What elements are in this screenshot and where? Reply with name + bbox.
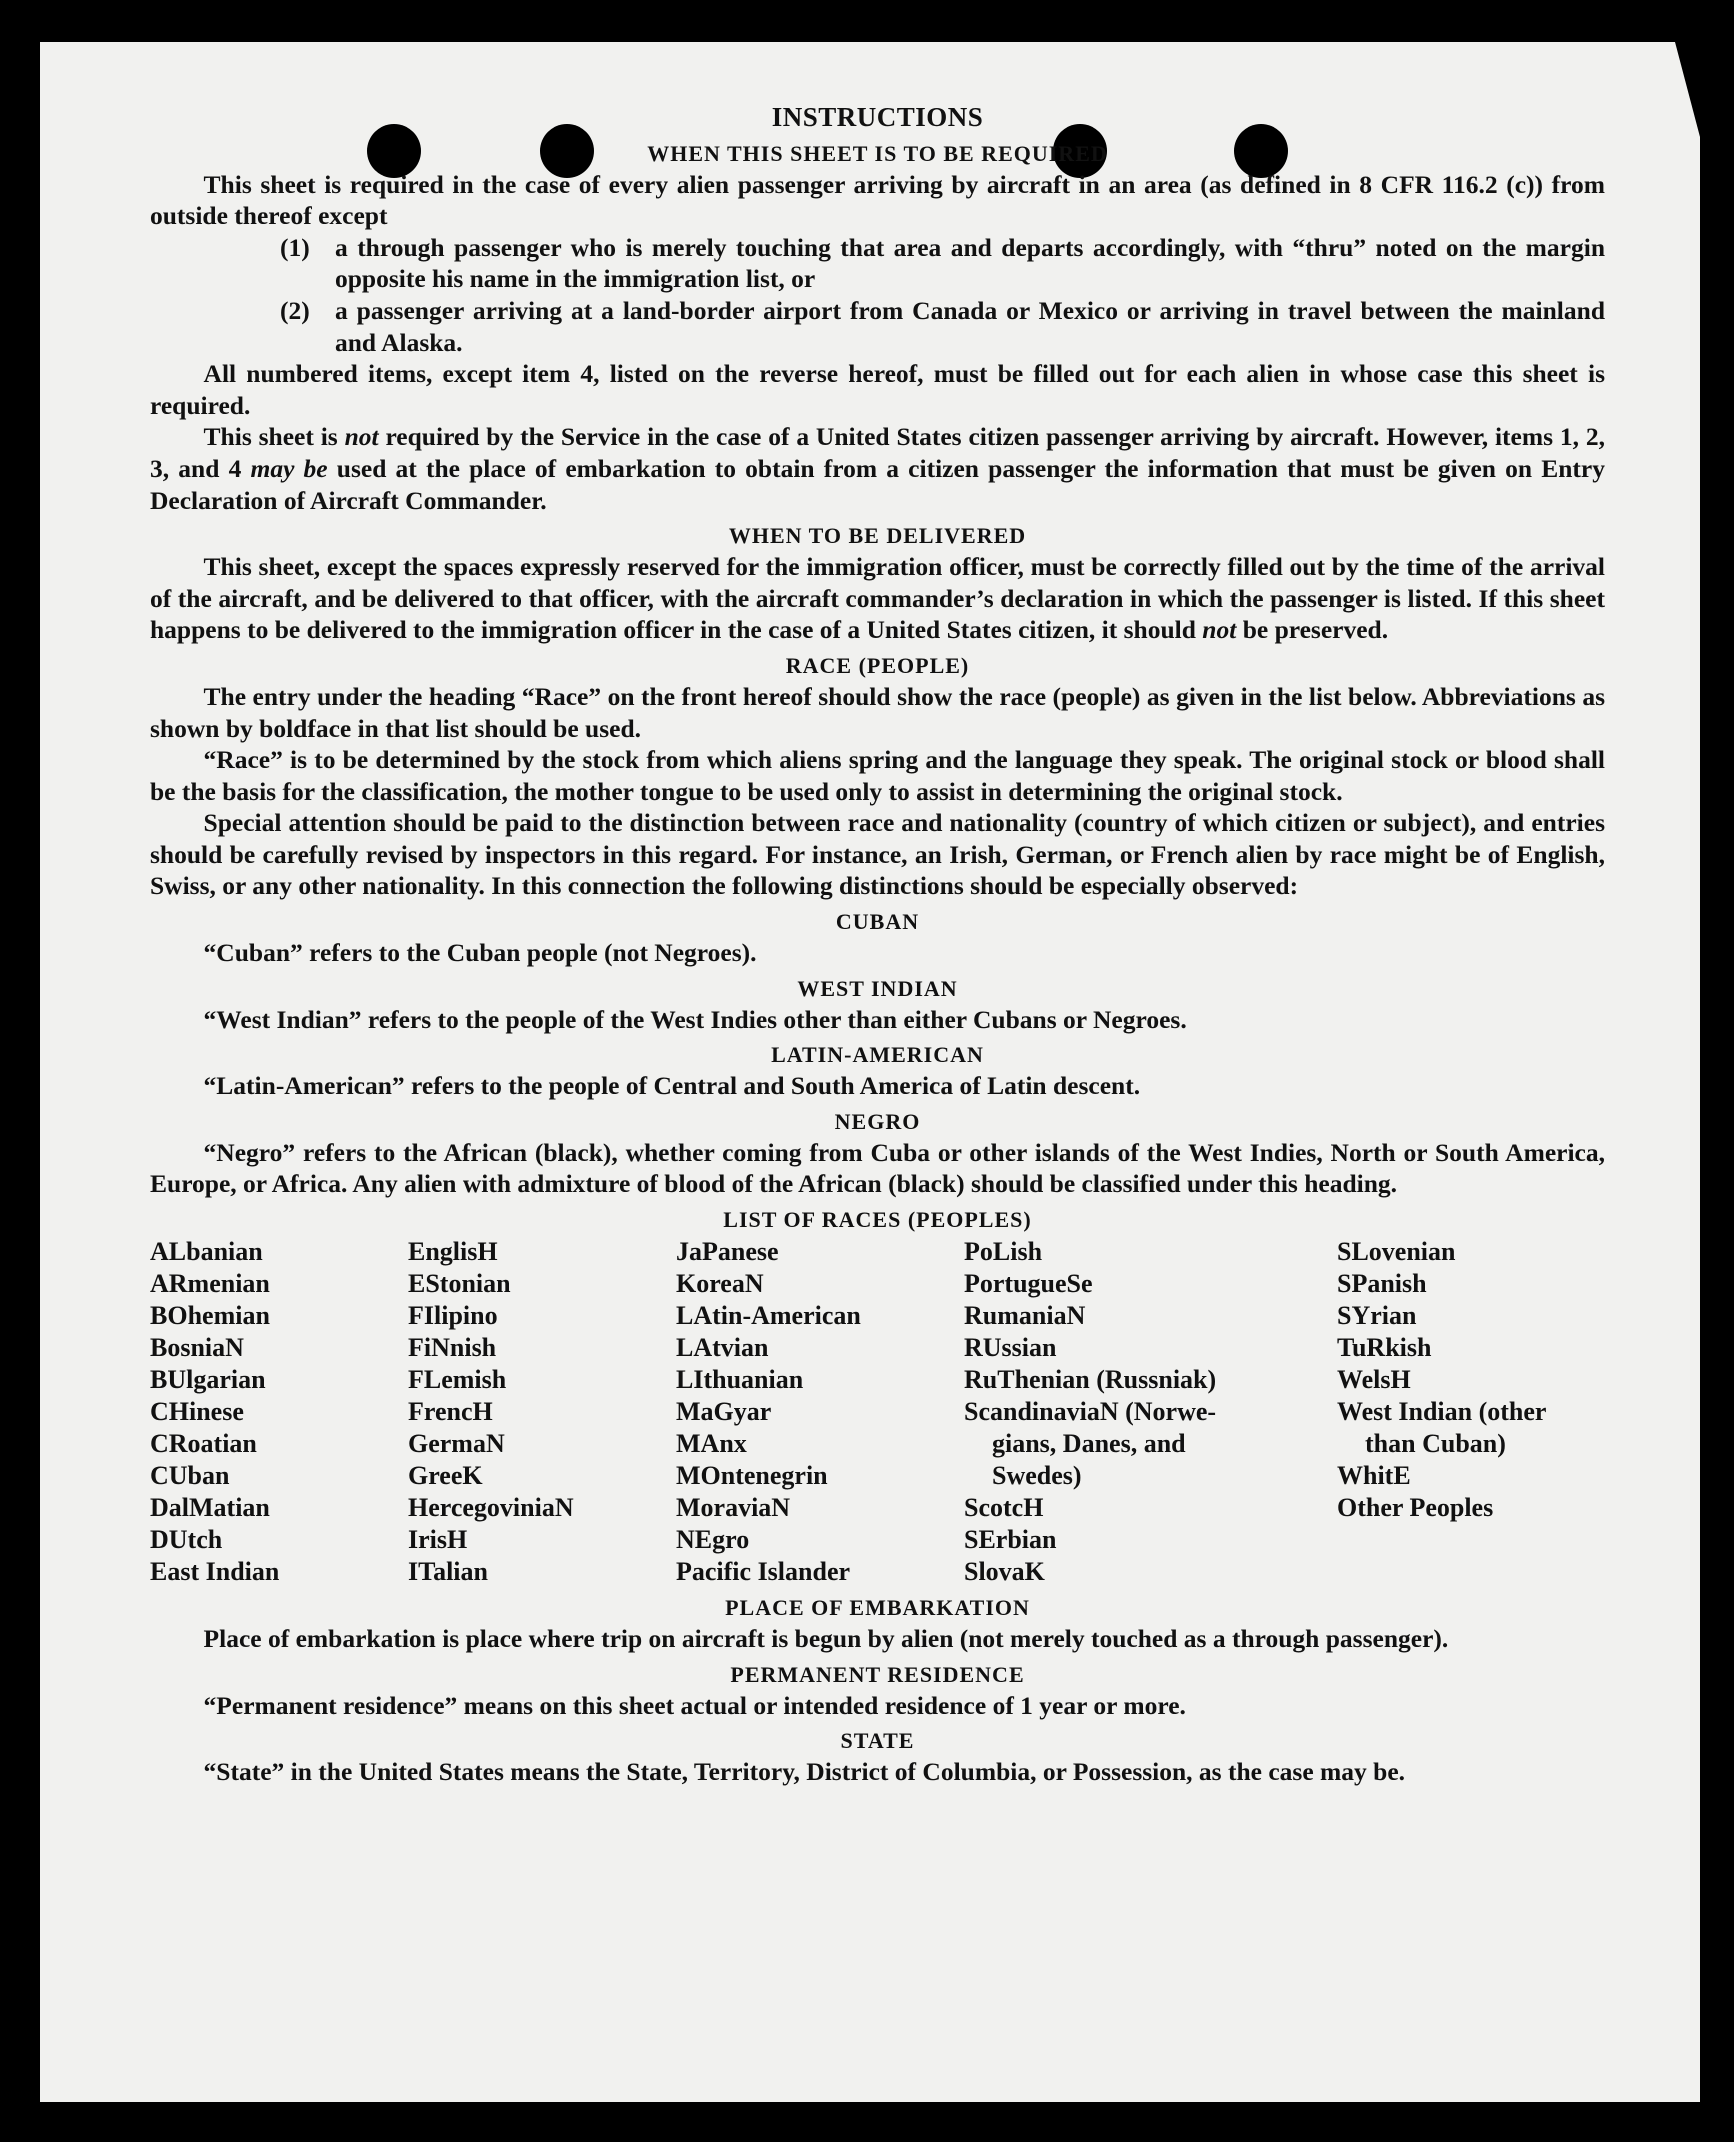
- race-entry: RumaniaN: [964, 1301, 1086, 1331]
- race-entry: West Indian (other: [1337, 1397, 1547, 1427]
- race-entry: RUssian: [964, 1333, 1057, 1363]
- list-text: a passenger arriving at a land-border airport from Canada or Mexico or arriving in travel between the mainland and Alaska.: [335, 295, 1605, 357]
- race-entry: SErbian: [964, 1525, 1057, 1555]
- race-entry: ALbanian: [150, 1237, 263, 1267]
- race-entry: LAtvian: [676, 1333, 769, 1363]
- section-heading-state: STATE: [840, 1728, 915, 1754]
- race-entry: DUtch: [150, 1525, 223, 1555]
- race-column: [1337, 1236, 1605, 1588]
- race-column: [676, 1236, 964, 1588]
- section-heading-race: RACE (PEOPLE): [785, 652, 970, 678]
- list-item: [280, 232, 1605, 295]
- section-heading-embarkation: PLACE OF EMBARKATION: [725, 1595, 1030, 1621]
- section-heading-negro: NEGRO: [834, 1108, 921, 1134]
- paragraph: This sheet is required in the case of every alien passenger arriving by aircraft in an area (as defined in 8 CFR 116.2 (c)) from outside thereof except: [150, 169, 1605, 231]
- race-entry: HercegoviniaN: [408, 1493, 574, 1523]
- race-entry-continued: Swedes): [992, 1461, 1082, 1491]
- race-entry: CHinese: [150, 1397, 244, 1427]
- race-entry: DalMatian: [150, 1493, 270, 1523]
- race-entry: FLemish: [408, 1365, 507, 1395]
- race-entry: ScotcH: [964, 1493, 1044, 1523]
- exception-list: [150, 232, 1605, 358]
- text-run: be preserved.: [1236, 615, 1389, 645]
- section-heading-west-indian: WEST INDIAN: [797, 975, 958, 1001]
- race-entry: PortugueSe: [964, 1269, 1093, 1299]
- text-run: This sheet is: [203, 422, 345, 452]
- race-entry: EStonian: [408, 1269, 511, 1299]
- race-column: [964, 1236, 1337, 1588]
- race-entry: PoLish: [964, 1237, 1043, 1267]
- race-entry: BosniaN: [150, 1333, 244, 1363]
- race-entry: NEgro: [676, 1525, 750, 1555]
- italic-text: not: [1202, 615, 1237, 645]
- paragraph: Special attention should be paid to the distinction between race and nationality (country of which citizen or subject), and entries should be carefully revised by inspectors in this regard. For instance, an Irish, German, or French alien by race might be of English, Swiss, or any other nationality. In this connection the following distinctions should be especially observed:: [150, 808, 1605, 901]
- race-entry: BUlgarian: [150, 1365, 266, 1395]
- list-number: (1): [280, 232, 310, 262]
- section-heading-delivered: WHEN TO BE DELIVERED: [728, 523, 1027, 549]
- instructions-content: [150, 100, 1605, 1788]
- text-run: used at the place of embarkation to obtain from a citizen passenger the information that must be given on Entry Declaration of Aircraft Commander.: [150, 453, 1605, 515]
- race-entry: ITalian: [408, 1557, 488, 1587]
- italic-text: may be: [250, 453, 328, 483]
- race-entry: ScandinaviaN (Norwe-: [964, 1397, 1217, 1427]
- race-entry: SlovaK: [964, 1557, 1045, 1587]
- race-entry: LAtin-American: [676, 1301, 861, 1331]
- race-entry: GreeK: [408, 1461, 483, 1491]
- race-entry: FiNnish: [408, 1333, 497, 1363]
- race-entry: SYrian: [1337, 1301, 1417, 1331]
- paragraph: “Race” is to be determined by the stock from which aliens spring and the language they speak. The original stock or blood shall be the basis for the classification, the mother tongue to be used only to assist in determining the original stock.: [150, 745, 1605, 806]
- section-heading-list-of-races: LIST OF RACES (PEOPLES): [723, 1207, 1032, 1233]
- race-entry: MoraviaN: [676, 1493, 791, 1523]
- race-entry: SPanish: [1337, 1269, 1427, 1299]
- race-entry: CUban: [150, 1461, 230, 1491]
- race-entry: East Indian: [150, 1557, 280, 1587]
- race-entry: MOntenegrin: [676, 1461, 828, 1491]
- race-entry: KoreaN: [676, 1269, 764, 1299]
- race-entry: IrisH: [408, 1525, 468, 1555]
- race-entry: JaPanese: [676, 1237, 779, 1267]
- paragraph: [150, 421, 1605, 516]
- race-entry-continued: gians, Danes, and: [992, 1429, 1186, 1459]
- race-entry: Pacific Islander: [676, 1557, 851, 1587]
- section-heading-latin-american: LATIN-AMERICAN: [771, 1042, 984, 1068]
- race-entry: RuThenian (Russniak): [964, 1365, 1217, 1395]
- page-title: INSTRUCTIONS: [771, 102, 984, 132]
- race-entry: WelsH: [1337, 1365, 1411, 1395]
- text-run: required by the Service in the case of a United States citizen passenger arriving by aircraft. However, items 1, 2, 3, and 4: [150, 422, 1605, 483]
- race-entry: MAnx: [676, 1429, 747, 1459]
- paragraph: “Latin-American” refers to the people of Central and South America of Latin descent.: [203, 1071, 1141, 1101]
- race-entry: MaGyar: [676, 1397, 772, 1427]
- race-entry: LIthuanian: [676, 1365, 804, 1395]
- paragraph: Place of embarkation is place where trip on aircraft is begun by alien (not merely touched as a through passenger).: [203, 1624, 1449, 1654]
- race-entry: Other Peoples: [1337, 1493, 1494, 1523]
- race-column: [408, 1236, 676, 1588]
- race-entry: TuRkish: [1337, 1333, 1432, 1363]
- paragraph: “Negro” refers to the African (black), whether coming from Cuba or other islands of the West Indies, North or South America, Europe, or Africa. Any alien with admixture of blood of the African (black) should be classified under this heading.: [150, 1137, 1605, 1199]
- paragraph: “Permanent residence” means on this sheet actual or intended residence of 1 year or more.: [203, 1690, 1186, 1720]
- list-item: [280, 295, 1605, 358]
- race-list: [150, 1236, 1605, 1588]
- paragraph: The entry under the heading “Race” on the front hereof should show the race (people) as given in the list below. Abbreviations as shown by boldface in that list should be used.: [150, 681, 1605, 743]
- section-heading-residence: PERMANENT RESIDENCE: [730, 1661, 1025, 1687]
- race-entry: SLovenian: [1337, 1237, 1456, 1267]
- race-entry: WhitE: [1337, 1461, 1411, 1491]
- section-heading-cuban: CUBAN: [835, 909, 920, 935]
- paragraph: All numbered items, except item 4, listed on the reverse hereof, must be filled out for each alien in whose case this sheet is required.: [150, 359, 1605, 420]
- race-entry: EnglisH: [408, 1237, 498, 1267]
- paragraph: “Cuban” refers to the Cuban people (not Negroes).: [203, 938, 757, 968]
- race-entry: GermaN: [408, 1429, 505, 1459]
- list-number: (2): [280, 295, 310, 325]
- race-entry: FrencH: [408, 1397, 493, 1427]
- race-entry: CRoatian: [150, 1429, 257, 1459]
- paragraph: “State” in the United States means the State, Territory, District of Columbia, or Possession, as the case may be.: [203, 1757, 1406, 1787]
- paragraph: [150, 551, 1605, 646]
- text-run: This sheet, except the spaces expressly reserved for the immigration officer, must be correctly filled out by the time of the arrival of the aircraft, and be delivered to that officer, with the aircraft commander’s declaration in which the passenger is listed. If this sheet happens to be delivered to the immigration officer in the case of a United States citizen, it should: [150, 552, 1605, 645]
- race-column: [150, 1236, 408, 1588]
- race-entry-continued: than Cuban): [1365, 1429, 1506, 1459]
- race-entry: BOhemian: [150, 1301, 270, 1331]
- section-heading-required: WHEN THIS SHEET IS TO BE REQUIRED: [647, 140, 1108, 166]
- italic-text: not: [344, 422, 379, 452]
- race-entry: ARmenian: [150, 1269, 270, 1299]
- list-text: a through passenger who is merely touching that area and departs accordingly, with “thru” noted on the margin opposite his name in the immigration list, or: [335, 232, 1605, 294]
- race-entry: FIlipino: [408, 1301, 498, 1331]
- paragraph: “West Indian” refers to the people of the West Indies other than either Cubans or Negroes.: [203, 1004, 1187, 1034]
